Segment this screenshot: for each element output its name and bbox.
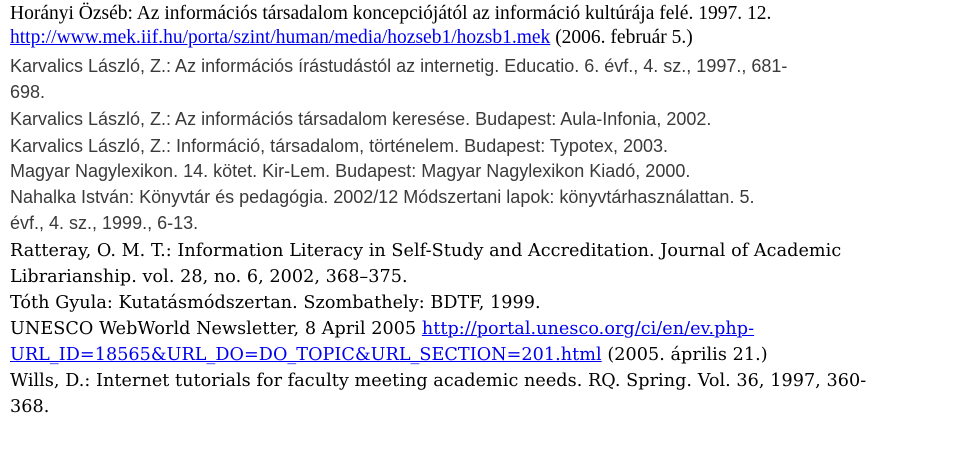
- reference-ratteray: [10, 239, 841, 263]
- reference-karvalics-3: [10, 134, 668, 158]
- reference-text: Horányi Özséb: Az információs társadalom koncepciójától az információ kultúrája felé. 1997. 12.: [10, 3, 772, 24]
- reference-text: 698.: [10, 82, 46, 102]
- reference-access-date: (2005. április 21.): [601, 345, 768, 365]
- reference-text: Karvalics László, Z.: Az információs írástudástól az internetig. Educatio. 6. évf., 4. sz., 1997., 681-: [10, 56, 788, 76]
- reference-ratteray-cont: [10, 265, 408, 289]
- reference-link[interactable]: URL_ID=18565&URL_DO=DO_TOPIC&URL_SECTION=201.html: [10, 345, 602, 365]
- reference-toth: [10, 291, 541, 315]
- reference-text: évf., 4. sz., 1999., 6-13.: [10, 213, 199, 233]
- reference-horanyi: [10, 2, 771, 26]
- reference-karvalics-2: [10, 107, 711, 131]
- reference-text: Magyar Nagylexikon. 14. kötet. Kir-Lem. Budapest: Magyar Nagylexikon Kiadó, 2000.: [10, 161, 691, 181]
- reference-horanyi-cont: [10, 26, 693, 50]
- reference-text: Karvalics László, Z.: Információ, társadalom, történelem. Budapest: Typotex, 2003.: [10, 136, 668, 156]
- reference-magyar: [10, 159, 690, 183]
- reference-wills: [10, 369, 866, 393]
- reference-text: Librarianship. vol. 28, no. 6, 2002, 368–375.: [10, 267, 408, 287]
- reference-text: UNESCO WebWorld Newsletter, 8 April 2005: [10, 319, 422, 339]
- reference-link[interactable]: http://portal.unesco.org/ci/en/ev.php-: [421, 319, 755, 339]
- reference-wills-cont: [10, 395, 49, 419]
- reference-text: Ratteray, O. M. T.: Information Literacy in Self-Study and Accreditation. Journal of Academic: [10, 241, 842, 261]
- reference-text: Nahalka István: Könyvtár és pedagógia. 2002/12 Módszertani lapok: könyvtárhasználattan. 5.: [10, 187, 755, 207]
- reference-text: Wills, D.: Internet tutorials for faculty meeting academic needs. RQ. Spring. Vol. 36, 1997, 360-: [10, 371, 867, 391]
- reference-nahalka-cont: [10, 211, 198, 235]
- reference-text: Karvalics László, Z.: Az információs társadalom keresése. Budapest: Aula-Infonia, 2002.: [10, 109, 712, 129]
- reference-nahalka: [10, 185, 754, 209]
- reference-link[interactable]: http://www.mek.iif.hu/porta/szint/human/media/hozseb1/hozsb1.mek: [10, 27, 551, 48]
- reference-text: Tóth Gyula: Kutatásmódszertan. Szombathely: BDTF, 1999.: [10, 293, 541, 313]
- reference-access-date: (2006. február 5.): [550, 27, 693, 48]
- reference-text: 368.: [10, 397, 50, 417]
- reference-karvalics-1-cont: [10, 80, 45, 104]
- reference-unesco-cont: [10, 343, 768, 367]
- reference-karvalics-1: [10, 54, 787, 78]
- reference-unesco: [10, 317, 754, 341]
